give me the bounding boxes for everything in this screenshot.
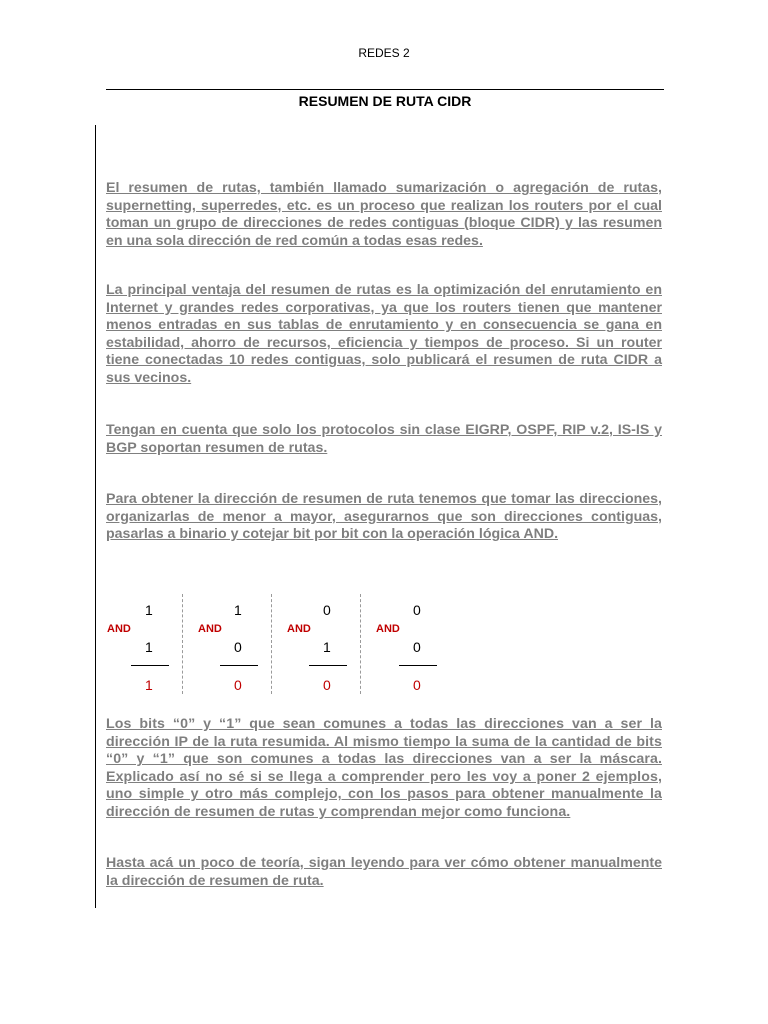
and-result: 1 [145,677,153,693]
operand-b: 0 [413,639,421,655]
header-rule [106,89,664,90]
paragraph-procedure: Para obtener la dirección de resumen de ruta tenemos que tomar las direcciones, organizarlas de menor a mayor, asegurarnos que son direcciones contiguas, pasarlas a binario y cotejar bit por bit con la operación lógica AND. [106,491,662,543]
result-rule [220,665,258,666]
and-result: 0 [234,677,242,693]
margin-bar [95,125,96,908]
and-operator-label: AND [376,623,400,635]
operand-b: 1 [145,639,153,655]
and-column [287,594,377,698]
paragraph-closing: Hasta acá un poco de teoría, sigan leyendo para ver cómo obtener manualmente la dirección de resumen de ruta. [106,855,662,889]
paragraph-definition: El resumen de rutas, también llamado sumarización o agregación de rutas, supernetting, superredes, etc. es un proceso que realizan los routers por el cual toman un grupo de direcciones de redes contiguas (bloque CIDR) y las resumen en una sola dirección de red común a todas esas redes. [106,180,662,249]
operand-a: 1 [234,602,242,618]
and-result: 0 [323,677,331,693]
document-title: RESUMEN DE RUTA CIDR [298,93,472,109]
page-header-title: REDES 2 [358,46,410,60]
and-column [198,594,288,698]
result-rule [309,665,347,666]
result-rule [399,665,437,666]
and-column [376,594,466,698]
operand-a: 0 [413,602,421,618]
operand-b: 1 [323,639,331,655]
operand-b: 0 [234,639,242,655]
paragraph-protocols: Tengan en cuenta que solo los protocolos sin clase EIGRP, OSPF, RIP v.2, IS-IS y BGP soportan resumen de rutas. [106,422,662,456]
paragraph-advantage: La principal ventaja del resumen de rutas es la optimización del enrutamiento en Internet y grandes redes corporativas, ya que los routers tienen que mantener menos entradas en sus tablas de enrutamiento y en consecuencia se gana en estabilidad, ahorro de recursos, eficiencia y tiempos de proceso. Si un router tiene conectadas 10 redes contiguas, solo publicará el resumen de ruta CIDR a sus vecinos. [106,282,662,386]
and-column [107,594,197,698]
and-operator-label: AND [107,623,131,635]
and-operation-diagram [100,594,440,698]
and-operator-label: AND [287,623,311,635]
and-operator-label: AND [198,623,222,635]
and-result: 0 [413,677,421,693]
operand-a: 1 [145,602,153,618]
paragraph-explanation: Los bits “0” y “1” que sean comunes a todas las direcciones van a ser la dirección IP de la ruta resumida. Al mismo tiempo la suma de la cantidad de bits “0” y “1” que son comunes a todas las direcciones van a ser la máscara. Explicado así no sé si se llega a comprender pero les voy a poner 2 ejemplos, uno simple y otro más complejo, con los pasos para obtener manualmente la dirección de resumen de rutas y comprendan mejor como funciona. [106,716,662,820]
result-rule [131,665,169,666]
operand-a: 0 [323,602,331,618]
